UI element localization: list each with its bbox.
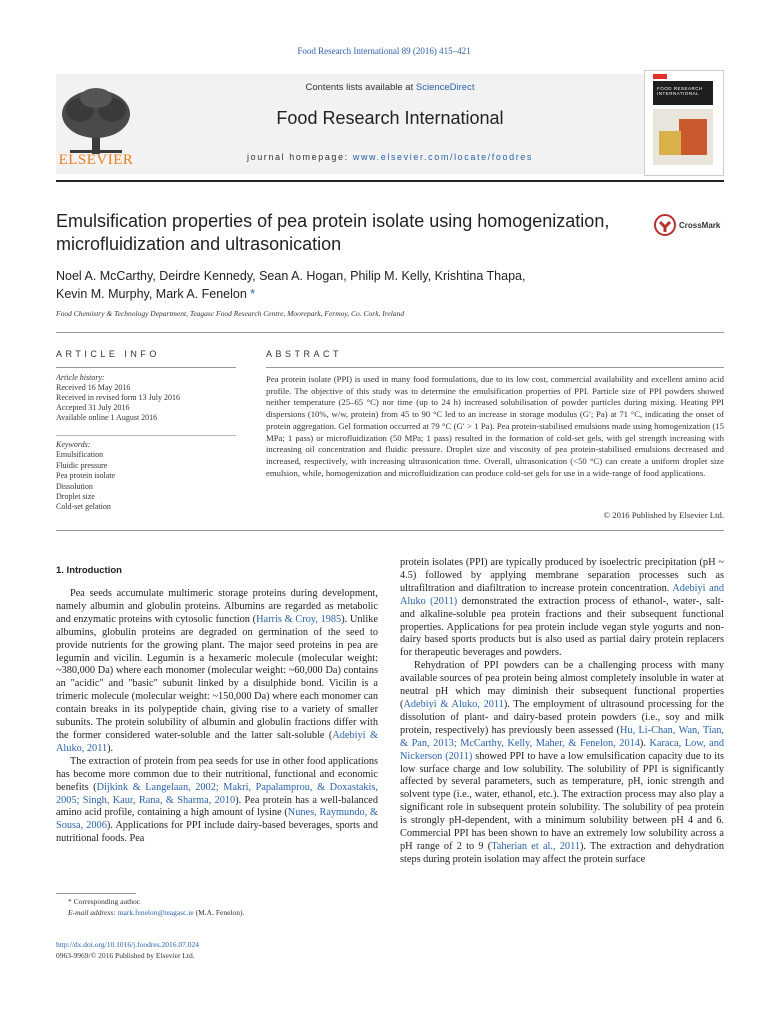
keywords-divider	[56, 435, 236, 436]
corresponding-author-note: * Corresponding author.	[68, 897, 141, 906]
history-item: Received in revised form 13 July 2016	[56, 393, 180, 402]
keyword-item: Droplet size	[56, 492, 95, 502]
keywords-list	[56, 440, 236, 513]
reference-link[interactable]: Hu, Li-Chan, Wan, Tian, & Pan, 2013; McCarthy, Kelly, Maher, & Fenelon, 2014	[400, 724, 725, 749]
crossmark-icon	[654, 214, 676, 236]
body-column-left	[56, 588, 378, 846]
body-paragraph: The extraction of protein from pea seeds for use in other food applications has become more common due to their nutritional, functional and economic benefits (Dijkink & Langelaan, 2002; Makri, Papalamprou, & Doxastakis, 2005; Singh, Kaur, Rana, & Sharma, 2010). Pea protein has a well-balanced amino acid profile, containing a high amount of lysine (Nunes, Raymundo, & Sousa, 2006). Applications for PPI include dairy-based beverages, sports and nutritional foods. Pea	[56, 755, 379, 845]
abstract-copyright: © 2016 Published by Elsevier Ltd.	[603, 510, 724, 520]
keyword-item: Fluidic pressure	[56, 460, 108, 470]
issn-line: 0963-9969/© 2016 Published by Elsevier Ltd.	[56, 950, 195, 960]
body-paragraph: protein isolates (PPI) are typically produced by isoelectric precipitation (pH ~ 4.5) followed by applying membrane separation processes such as ultrafiltration and diafiltration to increase protein concentration. Adebiyi and Aluko (2011) demonstrated the extraction process of ethanol-, water-, salt- and alkaline-soluble pea protein fractions and their subsequent functional properties. Applications for pea protein include vegan style yogurts and non-dairy based sports products but is also used as partial dairy protein replacers for therapeutic beverages and powders.	[400, 557, 724, 659]
journal-cover-thumbnail	[644, 70, 724, 176]
abstract-heading: ABSTRACT	[266, 349, 343, 359]
footnote	[56, 897, 378, 918]
journal-homepage: journal homepage: www.elsevier.com/locate/foodres	[246, 152, 534, 162]
crossmark-label: CrossMark	[679, 220, 721, 230]
keyword-item: Pea protein isolate	[56, 471, 116, 481]
journal-masthead	[56, 74, 724, 174]
history-item: Available online 1 August 2016	[56, 413, 158, 422]
affiliation-divider	[56, 332, 724, 333]
history-item: Accepted 31 July 2016	[56, 403, 130, 412]
abstract-rule	[266, 367, 724, 368]
keyword-item: Cold-set gelation	[56, 502, 111, 512]
author-affiliation: Food Chemistry & Technology Department, Teagasc Food Research Centre, Moorepark, Fermoy, Co. Cork, Ireland	[56, 309, 405, 318]
reference-link[interactable]: Nunes, Raymundo, & Sousa, 2006	[56, 807, 379, 832]
authors-line-1: Noel A. McCarthy, Deirdre Kennedy, Sean A. Hogan, Philip M. Kelly, Krishtina Thapa,	[56, 269, 526, 283]
journal-homepage-link[interactable]: www.elsevier.com/locate/foodres	[352, 152, 534, 162]
history-label: Article history:	[56, 373, 105, 382]
section-heading-introduction: 1. Introduction	[56, 565, 122, 576]
doi-block	[56, 940, 378, 961]
body-paragraph: Pea seeds accumulate multimeric storage proteins during development, namely albumin and globulin proteins. Albumins are regarded as metabolic and enzymatic proteins with cytosolic function (Harris & Croy, 1985). Unlike albumins, globulin proteins are degraded on germination of the seed to provide nutrients for the growing plant. The major seed proteins in pea are legumin and vicilin. Legumin is a hexameric molecule (molecular weight: ~380,000 Da) where each monomer (molecular weight: ~60,000 Da) contains an "acidic" and "basic" subunit linked by a disulphide bond. Vicilin is a trimeric molecule (molecular weight: ~150,000 Da) where each monomer can contain breaks in its polypeptide chain, giving rise to a variety of smaller subunits. The protein solubility of albumin and globulin fractions differ with the former considered water-soluble and the latter salt-soluble (Adebiyi & Aluko, 2011).	[56, 588, 379, 754]
cover-image	[653, 109, 713, 165]
sciencedirect-link[interactable]: ScienceDirect	[415, 82, 475, 93]
masthead-divider	[56, 180, 724, 182]
article-history	[56, 373, 236, 423]
keyword-item: Dissolution	[56, 481, 93, 491]
journal-citation-link[interactable]: Food Research International 89 (2016) 415–421	[297, 46, 471, 56]
body-column-right	[400, 557, 724, 867]
reference-link[interactable]: Dijkink & Langelaan, 2002; Makri, Papalamprou, & Doxastakis, 2005; Singh, Kaur, Rana, & Sharma, 2010	[56, 781, 378, 806]
keyword-item: Emulsification	[56, 450, 104, 460]
article-title: Emulsification properties of pea protein isolate using homogenization, microfluidization and ultrasonication	[56, 211, 610, 254]
contents-line: Contents lists available at ScienceDirect	[305, 82, 475, 93]
reference-link[interactable]: Adebiyi and Aluko (2011)	[400, 582, 724, 607]
reference-link[interactable]: Harris & Croy, 1985	[256, 613, 342, 625]
corresponding-author-link[interactable]: *	[246, 287, 256, 301]
abstract-divider	[56, 530, 724, 531]
crossmark-badge[interactable]	[654, 210, 724, 240]
article-info-rule	[56, 367, 236, 368]
reference-link[interactable]: Karaca, Low, and Nickerson (2011)	[400, 737, 724, 762]
email-note: E-mail address: mark.fenelon@teagasc.ie (M.A. Fenelon).	[68, 907, 245, 917]
footnote-divider	[56, 893, 136, 894]
cover-title-band: FOOD RESEARCH INTERNATIONAL	[653, 81, 713, 105]
cover-logo-mark	[653, 74, 667, 79]
keywords-label: Keywords:	[56, 440, 91, 449]
reference-link[interactable]: Adebiyi & Aluko, 2011	[403, 698, 504, 710]
article-info-heading: ARTICLE INFO	[56, 349, 160, 359]
email-link[interactable]: mark.fenelon@teagasc.ie	[117, 907, 194, 917]
history-item: Received 16 May 2016	[56, 383, 131, 392]
abstract-text: Pea protein isolate (PPI) is used in many food formulations, due to its low cost, commercial availability and excellent amino acid profile. The objective of this study was to determine the emulsification properties of PPI. Particle size of PPI powders showed neither temperature (25–65 °C) nor time (up to 24 h) increased solubilisation of powder particles during mixing. Heating PPI dispersions (10%, w/w, protein) from 45 to 90 °C led to an increase in storage modulus (G′; Pa) at 71 °C, indicating the onset of protein aggregation. Gel formation occurred at 79 °C (G′ > 1 Pa). Pea protein-stabilised emulsions made using homogenization (15 MPa; 1 pass) or microfluidization (50 MPa; 1 pass) resulted in the formation of cold-set gels, with gel strength increasing with increasing oil concentration and fluidic pressure. Droplet size and viscosity of pea protein-stabilised emulsions decreased and increased, respectively, with increasing ultrasonication time. Overall, ultrasonication (<50 °C) can create a uniform droplet size emulsion, while, homogenization and microfluidization can produce cold-set gels for use in a wide-range of food applications.	[266, 374, 724, 478]
doi-link[interactable]: http://dx.doi.org/10.1016/j.foodres.2016.07.024	[56, 940, 199, 949]
author-list	[56, 267, 656, 303]
authors-line-2: Kevin M. Murphy, Mark A. Fenelon *	[56, 287, 256, 301]
reference-link[interactable]: Adebiyi & Aluko, 2011	[56, 729, 379, 754]
reference-link[interactable]: Taherian et al., 2011	[491, 840, 580, 852]
publisher-name: ELSEVIER	[58, 152, 134, 168]
journal-title: Food Research International	[276, 108, 504, 128]
body-paragraph: Rehydration of PPI powders can be a challenging process with many available sources of pea protein being almost completely insoluble in water at neutral pH which may diminish their subsequent functional properties (Adebiyi & Aluko, 2011). The employment of ultrasound processing for the dissolution of plant- and dairy-based protein powders (i.e., soy and milk protein, respectively) has previously been assessed (Hu, Li-Chan, Wan, Tian, & Pan, 2013; McCarthy, Kelly, Maher, & Fenelon, 2014). Karaca, Low, and Nickerson (2011) showed PPI to have a low emulsification capacity due to its low surface charge and low solubility. The solubility of PPI is significantly affected by several parameters, such as temperature, pH, ionic strength and solvent type (i.e., water, ethanol, etc.). The extraction process may also play a significant role in subsequent protein solubility. The solubility of pea protein is strongly pH-dependent, with a minimum solubility between pH 4 and 6. Commercial PPI has been shown to have an extremely low solubility across a pH range of 2 to 9 (Taherian et al., 2011). The extraction and dehydration steps during protein isolation may affect the protein surface	[400, 660, 725, 865]
